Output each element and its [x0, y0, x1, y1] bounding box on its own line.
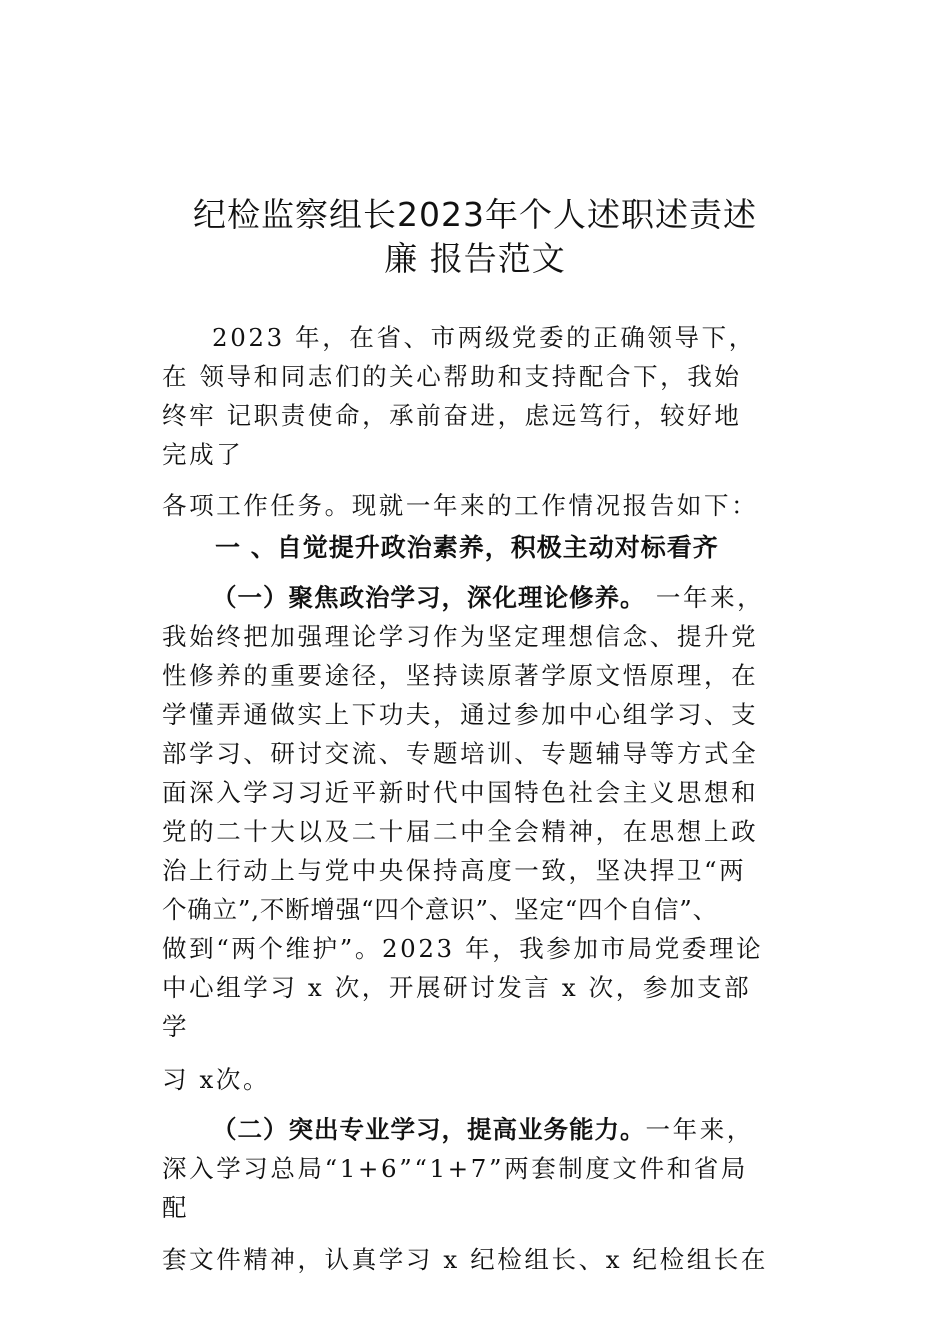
intro-line-3: 终牢 记职责使命，承前奋进，虑远笃行，较好地 — [162, 401, 742, 430]
sub1-line: 个确立”,不断增强“四个意识”、坚定“四个自信”、 — [162, 895, 718, 924]
sub1-line: 我始终把加强理论学习作为坚定理想信念、提升党 — [162, 622, 759, 651]
sub1-line: 习 x次。 — [162, 1065, 271, 1094]
sub1-first-line — [212, 578, 852, 618]
document-title-line-2: 廉 报告范文 — [384, 239, 566, 278]
sub2-heading: （二）突出专业学习，提高业务能力。 — [212, 1115, 646, 1144]
sub2-line: 套文件精神，认真学习 x 纪检组长、x 纪检组长在 — [162, 1245, 768, 1274]
intro-line-1: 2023 年，在省、市两级党委的正确领导下， — [212, 323, 756, 352]
sub1-line: 中心组学习 x 次，开展研讨发言 x 次，参加支部 — [162, 973, 752, 1002]
intro-line-2: 在 领导和同志们的关心帮助和支持配合下，我始 — [162, 362, 742, 391]
sub1-line: 性修养的重要途径，坚持读原著学原文悟原理，在 — [162, 661, 759, 690]
intro-line-5: 各项工作任务。现就一年来的工作情况报告如下： — [162, 491, 759, 520]
sub2-line: 配 — [162, 1193, 190, 1222]
sub1-line: 党的二十大以及二十届二中全会精神，在思想上政 — [162, 817, 759, 846]
sub1-line: 学 — [162, 1012, 190, 1041]
section-1-heading: 一 、自觉提升政治素养，积极主动对标看齐 — [215, 533, 719, 562]
sub2-first-line — [212, 1110, 852, 1150]
intro-line-4: 完成了 — [162, 440, 244, 469]
sub2-line: 深入学习总局“1+6”“1+7”两套制度文件和省局 — [162, 1154, 749, 1183]
document-title-line-1: 纪检监察组长2023年个人述职述责述 — [193, 195, 757, 234]
sub2-first-tail: 一年来， — [645, 1115, 754, 1144]
sub1-line: 治上行动上与党中央保持高度一致，坚决捍卫“两 — [162, 856, 747, 885]
sub1-line: 学懂弄通做实上下功夫，通过参加中心组学习、支 — [162, 700, 759, 729]
sub1-first-tail: 一年来， — [645, 583, 765, 612]
sub1-line: 面深入学习习近平新时代中国特色社会主义思想和 — [162, 778, 759, 807]
sub1-line: 做到“两个维护”。2023 年，我参加市局党委理论 — [162, 934, 764, 963]
sub1-line: 部学习、研讨交流、专题培训、专题辅导等方式全 — [162, 739, 759, 768]
sub1-heading: （一）聚焦政治学习，深化理论修养。 — [212, 583, 646, 612]
